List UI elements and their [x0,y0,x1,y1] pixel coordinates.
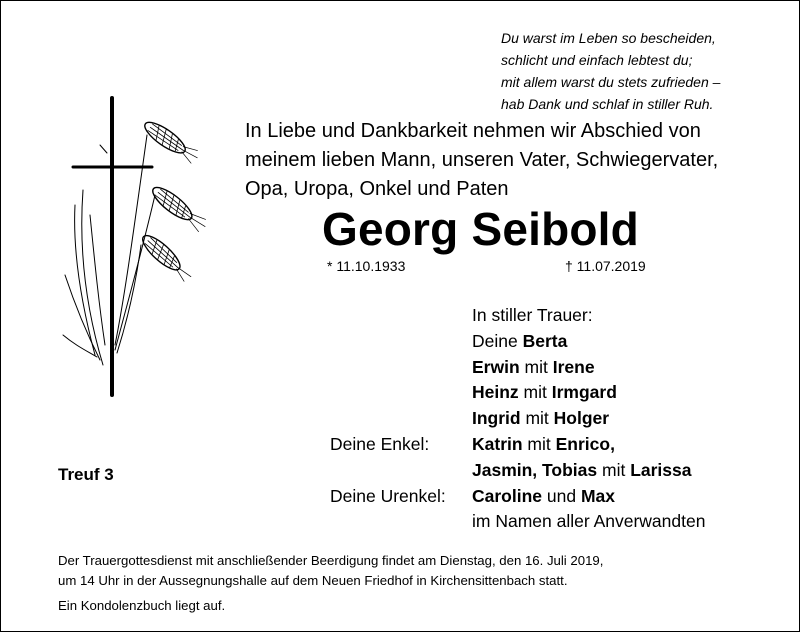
mourner-name: Enrico, [555,433,615,454]
service-line: Der Trauergottesdienst mit anschließender Beerdigung findet am Dienstag, den 16. Juli 2019, [58,553,604,568]
birth-date: * 11.10.1933 [327,258,406,274]
deceased-name: Georg Seibold [322,203,639,255]
mourners-heading: In stiller Trauer: [472,305,593,325]
service-line: um 14 Uhr in der Aussegnungshalle auf dem Neuen Friedhof in Kirchensittenbach statt. [58,573,568,588]
mourners-row [330,329,780,355]
intro-line: meinem lieben Mann, unseren Vater, Schwiegervater, [245,149,719,171]
poem-line: hab Dank und schlaf in stiller Ruh. [501,96,714,112]
mourner-name: Heinz [472,382,519,403]
cross-and-wheat-icon [55,95,225,400]
mourner-name: Katrin [472,433,523,454]
intro-line: In Liebe und Dankbarkeit nehmen wir Abschied von [245,120,701,142]
mourner-name: Irmgard [551,382,617,403]
condolence-note: Ein Kondolenzbuch liegt auf. [58,598,226,613]
mourners-row [330,303,780,329]
mourners-row [330,484,780,510]
mourners-row [330,432,780,458]
conjunction: mit [518,382,552,403]
great-grandchildren-label: Deine Urenkel: [330,485,446,506]
conjunction: mit [522,433,556,454]
mourner-name: Max [580,485,616,506]
mourners-row [330,509,780,535]
mourners-row [330,380,780,406]
death-date: † 11.07.2019 [565,258,646,274]
mourners-row [330,355,780,381]
conjunction: mit [597,459,631,480]
conjunction: mit [520,408,554,429]
mourners-list [330,303,780,535]
mourners-row [330,406,780,432]
mourners-closing: im Namen aller Anverwandten [472,511,706,532]
mourner-name: Holger [553,408,610,429]
poem-line: mit allem warst du stets zufrieden – [501,74,721,90]
conjunction: und [542,485,581,506]
mourner-name: Ingrid [472,408,521,429]
mourner-name: Erwin [472,356,520,377]
conjunction: mit [519,356,553,377]
farewell-intro [245,117,790,204]
mourner-name: Caroline [472,485,543,506]
poem [501,27,791,115]
service-info [58,551,793,591]
address: Treuf 3 [58,465,114,484]
mourners-row [330,458,780,484]
prefix: Deine [472,330,523,351]
grandchildren-label: Deine Enkel: [330,433,430,454]
poem-line: schlicht und einfach lebtest du; [501,52,693,68]
mourner-name: Irene [552,356,595,377]
poem-line: Du warst im Leben so bescheiden, [501,30,716,46]
mourner-name: Jasmin, Tobias [472,459,598,480]
mourner-name: Larissa [630,459,692,480]
intro-line: Opa, Uropa, Onkel und Paten [245,178,509,200]
mourner-name: Berta [522,330,568,351]
